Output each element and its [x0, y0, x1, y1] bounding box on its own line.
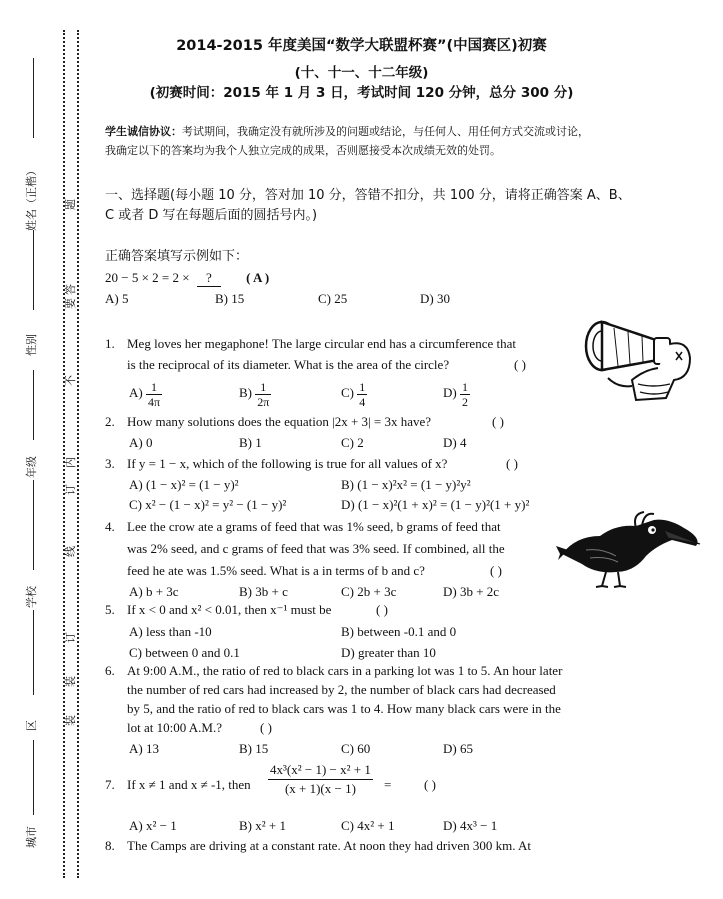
q3-option-b: B) (1 − x)²x² = (1 − y)²y²	[341, 477, 471, 492]
q4-text-2: was 2% seed, and c grams of feed that was 3% seed. If combined, all the	[127, 541, 505, 556]
frac-den: 4π	[147, 394, 161, 409]
example-blank: ?	[197, 270, 221, 287]
q6-option-d: D) 65	[443, 741, 473, 756]
seal-char: 装	[64, 715, 77, 726]
frac-den: 4	[359, 394, 366, 409]
q7-option-b: B) x² + 1	[239, 818, 286, 833]
q5-option-a: A) less than -10	[129, 624, 212, 639]
field-city: 城市	[25, 826, 38, 848]
q7-answer-paren[interactable]: ( )	[424, 777, 436, 792]
q6-answer-paren[interactable]: ( )	[260, 720, 272, 735]
q6-text-2: the number of red cars had increased by 2, the number of black cars had decreased	[127, 682, 556, 697]
q1-text-1: Meg loves her megaphone! The large circular end has a circumference that	[127, 336, 516, 351]
q4-option-a: A) b + 3c	[129, 584, 179, 599]
q4-text-1: Lee the crow ate a grams of feed that was 1% seed, b grams of feed that	[127, 519, 501, 534]
example-option-a: A) 5	[105, 291, 129, 306]
q1-number: 1.	[105, 336, 115, 351]
seal-char: 装	[64, 676, 77, 687]
field-district: 区	[25, 720, 38, 731]
q1-option-d	[443, 375, 470, 411]
q7-number: 7.	[105, 777, 115, 792]
frac-den: 2	[461, 394, 468, 409]
q3-option-c: C) x² − (1 − x)² = y² − (1 − y)²	[129, 497, 287, 512]
q6-text-1: At 9:00 A.M., the ratio of red to black cars in a parking lot was 1 to 5. An hour later	[127, 663, 563, 678]
q4-option-d: D) 3b + 2c	[443, 584, 500, 599]
seal-char: 不	[64, 375, 77, 386]
seal-char: 内	[64, 457, 77, 468]
q6-text-4: lot at 10:00 A.M.?	[127, 720, 222, 735]
q6-text-3: by 5, and the ratio of red to black cars was 1 to 4. How many black cars were in the	[127, 701, 561, 716]
field-gender: 性别	[25, 334, 38, 356]
megaphone-illustration	[578, 318, 696, 410]
frac-den: 2π	[257, 394, 270, 409]
q4-option-c: C) 2b + 3c	[341, 584, 397, 599]
q3-text: If y = 1 − x, which of the following is true for all values of x?	[127, 456, 448, 471]
q4-text-3: feed he ate was 1.5% seed. What is a in terms of b and c?	[127, 563, 425, 578]
q1-text-2: is the reciprocal of its diameter. What is the area of the circle?	[127, 357, 450, 372]
school-underline	[33, 480, 34, 570]
option-label: C)	[341, 385, 354, 400]
q7-text: If x ≠ 1 and x ≠ -1, then	[127, 777, 251, 792]
seal-char: 订	[64, 484, 77, 495]
q5-option-c: C) between 0 and 0.1	[129, 645, 240, 660]
grade-levels: (十、十一、十二年级)	[294, 65, 429, 81]
frac-num: 1	[359, 379, 366, 394]
crow-illustration	[556, 506, 704, 588]
example-answer: ( A )	[246, 270, 270, 285]
field-grade: 年级	[25, 456, 38, 478]
q7-option-a: A) x² − 1	[129, 818, 177, 833]
exam-info: (初赛时间：2015 年 1 月 3 日，考试时间 120 分钟，总分 300 分)	[149, 85, 574, 101]
option-label: A)	[129, 385, 143, 400]
district-underline	[33, 610, 34, 695]
seal-char: 订	[64, 632, 77, 643]
q2-option-c: C) 2	[341, 435, 364, 450]
example-equation	[105, 270, 269, 287]
q3-number: 3.	[105, 456, 115, 471]
section-heading-1: 一、选择题(每小题 10 分，答对加 10 分，答错不扣分，共 100 分，请将正确答案 A、B、	[105, 188, 631, 203]
q4-number: 4.	[105, 519, 115, 534]
q2-number: 2.	[105, 414, 115, 429]
q5-answer-paren[interactable]: ( )	[376, 602, 388, 617]
exam-title: 2014-2015 年度美国“数学大联盟杯赛”(中国赛区)初赛	[176, 38, 547, 54]
honor-pledge-line1	[105, 124, 589, 140]
seal-char: 答	[64, 284, 77, 295]
q8-number: 8.	[105, 838, 115, 853]
q1-option-a	[129, 375, 162, 411]
q7-frac-denominator: (x + 1)(x − 1)	[284, 781, 356, 796]
frac-num: 1	[146, 380, 162, 395]
frac-num: 1	[255, 380, 271, 395]
q1-option-b	[239, 375, 271, 411]
q2-option-a: A) 0	[129, 435, 153, 450]
field-name: 姓名（正楷）	[25, 165, 38, 231]
example-option-c: C) 25	[318, 291, 348, 306]
q7-equals: =	[384, 777, 392, 792]
seal-char: 线	[64, 546, 77, 557]
field-school: 学校	[25, 586, 38, 608]
dotted-line-outer	[77, 30, 79, 878]
q7-option-d: D) 4x³ − 1	[443, 818, 498, 833]
q2-text: How many solutions does the equation |2x + 3| = 3x have?	[127, 414, 432, 429]
seal-char: 题	[64, 199, 77, 210]
q6-option-c: C) 60	[341, 741, 371, 756]
q5-text: If x < 0 and x² < 0.01, then x⁻¹ must be	[127, 602, 332, 617]
grade-underline	[33, 370, 34, 440]
q8-text: The Camps are driving at a constant rate. At noon they had driven 300 km. At	[127, 838, 531, 853]
honor-label: 学生诚信协议：	[105, 125, 182, 138]
q2-option-d: D) 4	[443, 435, 467, 450]
q2-answer-paren[interactable]: ( )	[492, 414, 504, 429]
q3-answer-paren[interactable]: ( )	[506, 456, 518, 471]
option-label: B)	[239, 385, 252, 400]
q3-option-a: A) (1 − x)² = (1 − y)²	[129, 477, 239, 492]
q7-frac-numerator: 4x³(x² − 1) − x² + 1	[268, 761, 373, 780]
q7-fraction	[268, 761, 373, 798]
q7-option-c: C) 4x² + 1	[341, 818, 395, 833]
example-intro: 正确答案填写示例如下：	[105, 249, 249, 264]
q6-option-a: A) 13	[129, 741, 159, 756]
gender-underline	[33, 230, 34, 310]
q1-answer-paren[interactable]: ( )	[514, 357, 526, 372]
city-underline	[33, 740, 34, 815]
q2-option-b: B) 1	[239, 435, 262, 450]
q5-option-b: B) between -0.1 and 0	[341, 624, 457, 639]
example-option-d: D) 30	[420, 291, 450, 306]
q5-number: 5.	[105, 602, 115, 617]
example-option-b: B) 15	[215, 291, 245, 306]
q4-answer-paren[interactable]: ( )	[490, 563, 502, 578]
q1-option-c	[341, 375, 367, 411]
option-label: D)	[443, 385, 457, 400]
frac-num: 1	[461, 379, 468, 394]
section-heading-2: C 或者 D 写在每题后面的圆括号内。)	[105, 208, 318, 223]
q3-option-d: D) (1 − x)²(1 + x)² = (1 − y)²(1 + y)²	[341, 497, 530, 512]
example-equation-text: 20 − 5 × 2 = 2 ×	[105, 270, 190, 285]
q6-number: 6.	[105, 663, 115, 678]
q5-option-d: D) greater than 10	[341, 645, 436, 660]
honor-pledge-line2: 我确定以下的答案均为我个人独立完成的成果，否则愿接受本次成绩无效的处罚。	[105, 144, 501, 157]
seal-char: 要	[64, 298, 77, 309]
honor-text-1: 考试期间，我确定没有就所涉及的问题或结论，与任何人、用任何方式交流或讨论，	[182, 125, 589, 138]
q4-option-b: B) 3b + c	[239, 584, 288, 599]
q6-option-b: B) 15	[239, 741, 269, 756]
